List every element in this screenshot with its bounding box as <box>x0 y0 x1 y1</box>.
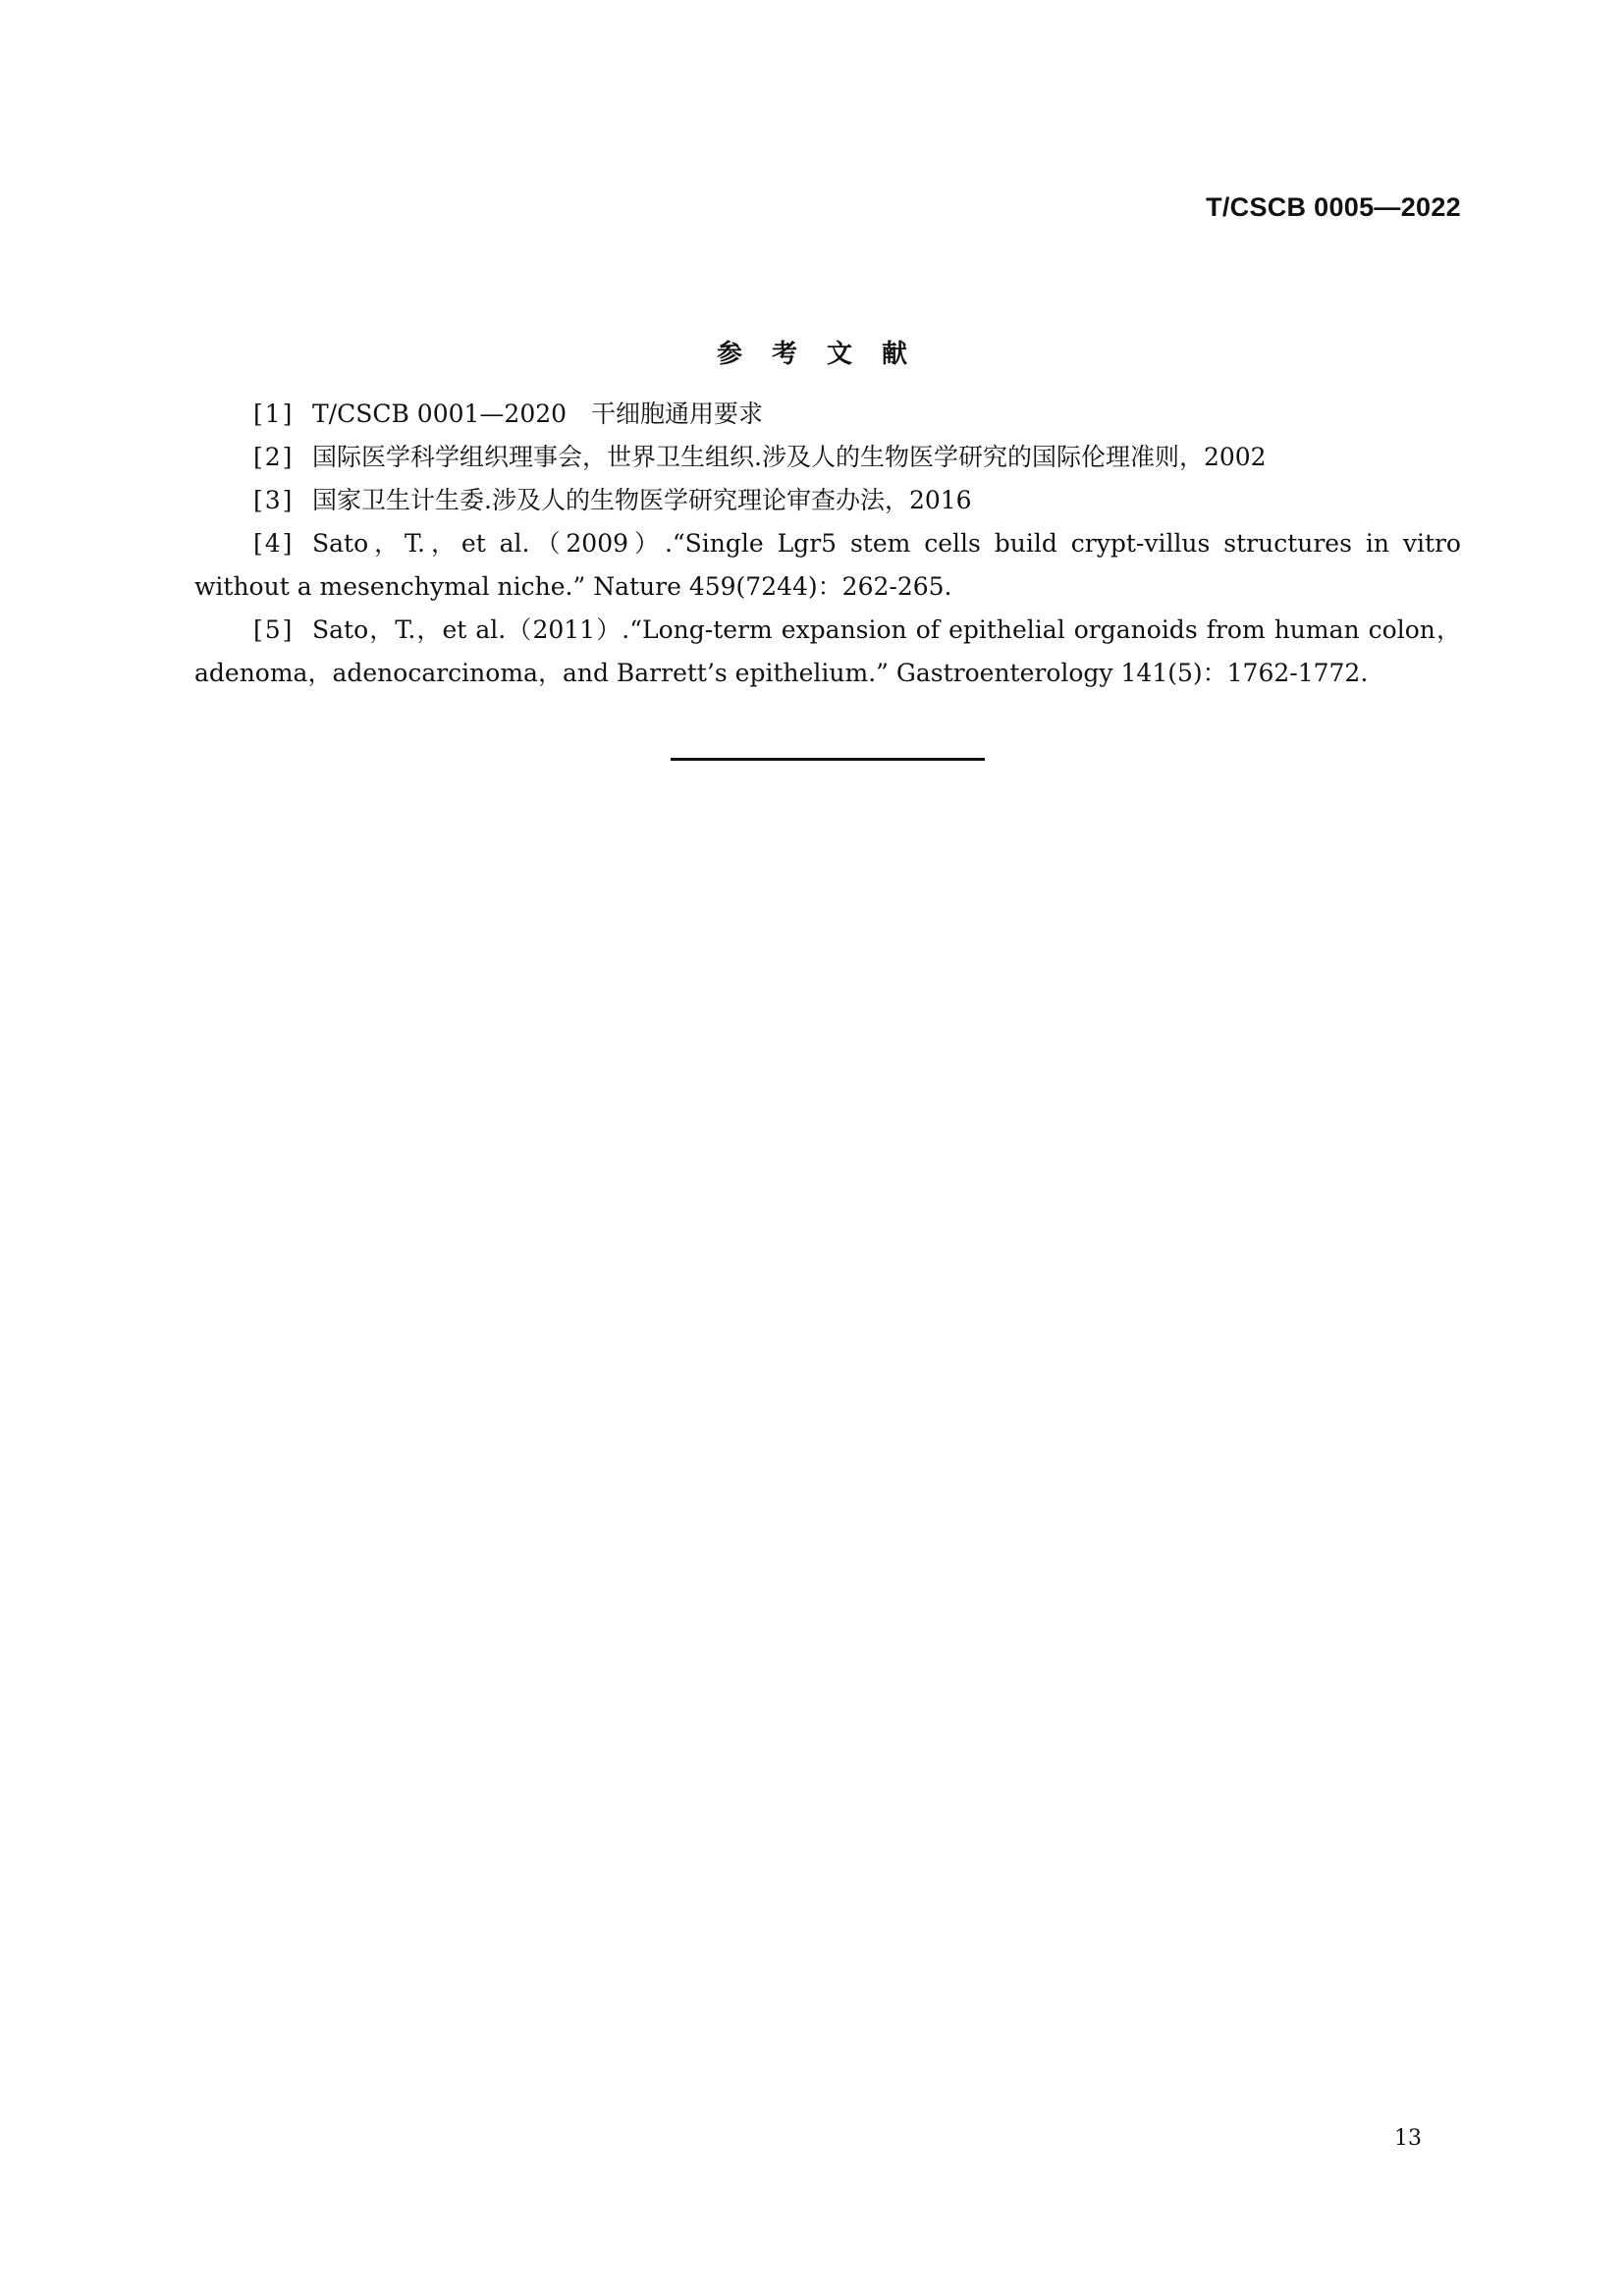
reference-text: T/CSCB 0001—2020 干细胞通用要求 <box>312 400 764 428</box>
reference-item-1 <box>194 393 1461 436</box>
reference-number: [5] <box>253 615 295 644</box>
reference-number: [1] <box>253 400 295 428</box>
reference-number: [2] <box>253 443 295 471</box>
reference-number: [4] <box>253 529 295 558</box>
reference-text: 国家卫生计生委.涉及人的生物医学研究理论审查办法，2016 <box>312 486 972 514</box>
reference-list <box>194 393 1461 695</box>
page-number: 13 <box>1394 2126 1422 2151</box>
standard-code: T/CSCB 0005—2022 <box>1206 192 1461 222</box>
reference-text: Sato，T.，et al.（2011）.“Long-term expansion of epithelial organoids from human colon，adenoma，adenocarcinoma，and Barrett’s epithelium.” Gastroenterology 141(5)：1762-1772. <box>194 615 1461 687</box>
reference-text: Sato，T.，et al.（2009）.“Single Lgr5 stem cells build crypt-villus structures in vitro without a mesenchymal niche.” Nature 459(7244)：262-265. <box>194 529 1461 601</box>
reference-item-2 <box>194 436 1461 479</box>
reference-text: 国际医学科学组织理事会，世界卫生组织.涉及人的生物医学研究的国际伦理准则，2002 <box>312 443 1267 471</box>
reference-item-4 <box>194 522 1461 609</box>
end-of-section-rule <box>671 758 985 761</box>
reference-item-5 <box>194 609 1461 695</box>
reference-number: [3] <box>253 486 295 514</box>
section-title: 参考文献 <box>716 340 937 369</box>
reference-item-3 <box>194 479 1461 522</box>
